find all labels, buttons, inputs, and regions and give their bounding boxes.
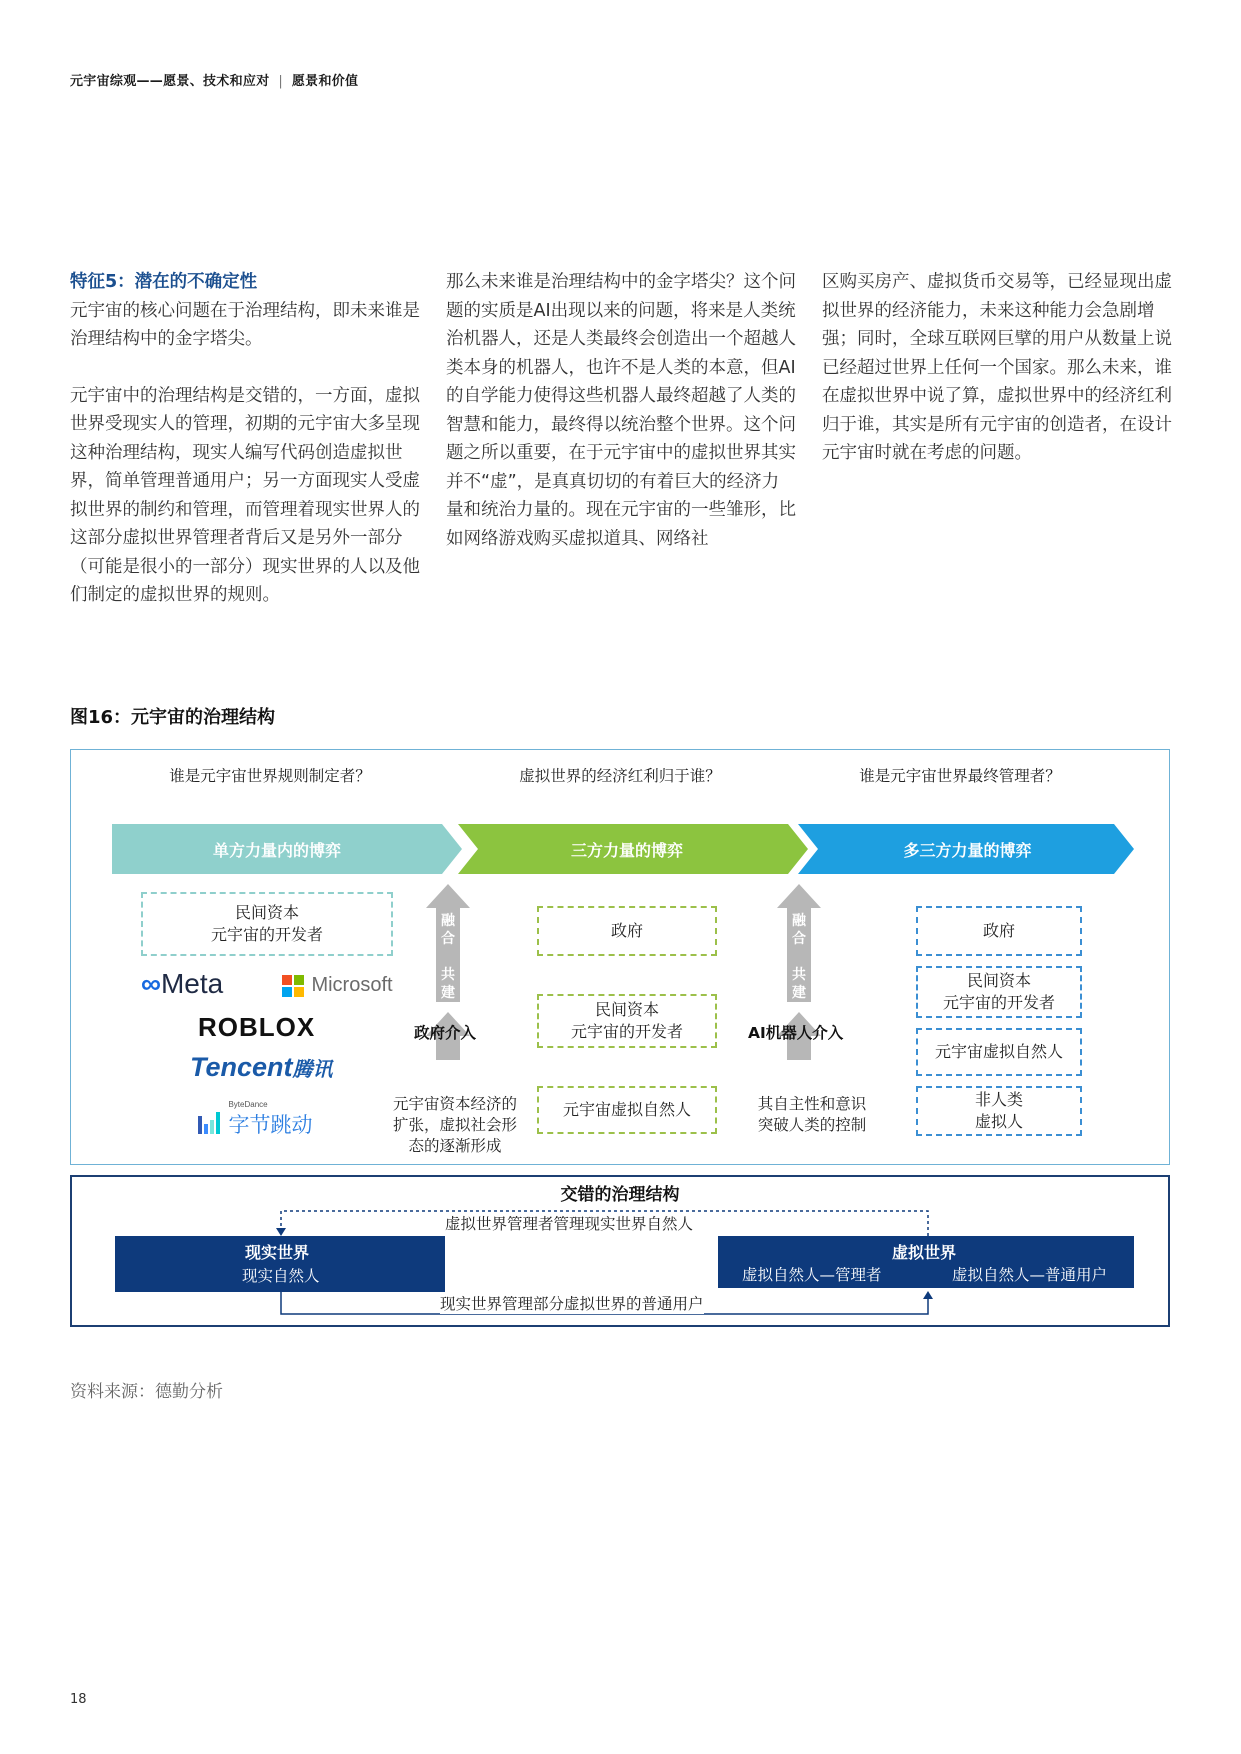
body-column-2 bbox=[446, 268, 796, 581]
header-section: 愿景和价值 bbox=[291, 74, 359, 89]
question-rule-maker: 谁是元宇宙世界规则制定者？ bbox=[169, 767, 371, 785]
microsoft-squares-icon bbox=[282, 975, 304, 997]
stage2-virtual-human-box: 元宇宙虚拟自然人 bbox=[537, 1086, 717, 1134]
page-number: 18 bbox=[70, 1692, 87, 1707]
stage1-private-capital-box bbox=[141, 892, 393, 956]
top-arrow-label: 虚拟世界管理者管理现实世界自然人 bbox=[445, 1212, 693, 1234]
roblox-logo: ROBLOX bbox=[198, 1012, 316, 1042]
real-world-box bbox=[115, 1236, 445, 1292]
question-final-manager: 谁是元宇宙世界最终管理者？ bbox=[859, 767, 1061, 785]
government-intervention-note: 元宇宙资本经济的 扩张，虚拟社会形 态的逐渐形成 bbox=[392, 1095, 517, 1155]
bottom-arrow-label: 现实世界管理部分虚拟世界的普通用户 bbox=[440, 1292, 704, 1314]
stage-3-label: 多三方力量的博弈 bbox=[903, 840, 1032, 860]
merge-label-2: 融 合 共 建 bbox=[792, 913, 806, 1001]
stage3-virtual-human-box: 元宇宙虚拟自然人 bbox=[916, 1028, 1082, 1076]
body-column-3 bbox=[822, 268, 1172, 496]
col1-paragraph-1: 元宇宙的核心问题在于治理结构，即未来谁是治理结构中的金字塔尖。 bbox=[70, 300, 420, 349]
ai-intervention-note: 其自主性和意识 突破人类的控制 bbox=[757, 1095, 867, 1134]
virtual-world-box bbox=[718, 1236, 1134, 1288]
meta-logo: ∞Meta bbox=[141, 968, 224, 999]
bytedance-bars-icon bbox=[198, 1112, 220, 1139]
virtual-world-title: 虚拟世界 bbox=[892, 1243, 957, 1262]
stage-1-label: 单方力量内的博弈 bbox=[212, 840, 341, 860]
stage2-private-capital-box: 民间资本 元宇宙的开发者 bbox=[537, 994, 717, 1048]
meta-infinity-icon: ∞ bbox=[141, 968, 161, 999]
section-heading: 特征5：潜在的不确定性 bbox=[70, 272, 258, 292]
col3-paragraph-1: 区购买房产、虚拟货币交易等，已经显现出虚拟世界的经济能力，未来这种能力会急剧增强；同时，全球互联网巨擘的用户从数量上说已经超过世界上任何一个国家。那么未来，谁在虚拟世界中说了算，虚拟世界中的经济红利归于谁，其实是所有元宇宙的创造者，在设计元宇宙时就在考虑的问题。 bbox=[822, 272, 1172, 463]
bytedance-logo: ByteDance 字节跳动 bbox=[198, 1100, 312, 1139]
virtual-world-sub-user: 虚拟自然人—普通用户 bbox=[952, 1266, 1108, 1284]
stage3-private-capital-box: 民间资本 元宇宙的开发者 bbox=[916, 966, 1082, 1018]
figure-title: 图16：元宇宙的治理结构 bbox=[70, 707, 276, 728]
stage-2-label: 三方力量的博弈 bbox=[570, 840, 683, 860]
merge-label-1: 融 合 共 建 bbox=[441, 913, 455, 1001]
virtual-world-sub-manager: 虚拟自然人—管理者 bbox=[742, 1266, 882, 1284]
stage3-nonhuman-box: 非人类 虚拟人 bbox=[916, 1086, 1082, 1136]
ai-intervention-label: AI机器人介入 bbox=[748, 1024, 844, 1042]
col1-paragraph-2: 元宇宙中的治理结构是交错的，一方面，虚拟世界受现实人的管理，初期的元宇宙大多呈现这种治理结构，现实人编写代码创造虚拟世界，简单管理普通用户；另一方面现实人受虚拟世界的制约和管理，而管理着现实世界人的这部分虚拟世界管理者背后又是另外一部分（可能是很小的一部分）现实世界的人以及他们制定的虚拟世界的规则。 bbox=[70, 385, 420, 605]
microsoft-logo: Microsoft bbox=[282, 974, 393, 997]
header-title: 元宇宙综观——愿景、技术和应对 bbox=[70, 74, 270, 89]
real-world-sub: 现实自然人 bbox=[242, 1267, 320, 1285]
running-header bbox=[70, 70, 358, 89]
interlaced-governance-title: 交错的治理结构 bbox=[560, 1185, 680, 1205]
stage3-government-box: 政府 bbox=[916, 906, 1082, 956]
stage1-box-line1: 民间资本 bbox=[234, 903, 299, 922]
col2-paragraph-1: 那么未来谁是治理结构中的金字塔尖？这个问题的实质是AI出现以来的问题，将来是人类统治机器人，还是人类最终会创造出一个超越人类本身的机器人，也许不是人类的本意，但AI的自学能力使得这些机器人最终超越了人类的智慧和能力，最终得以统治整个世界。这个问题之所以重要，在于元宇宙中的虚拟世界其实并不“虚”，是真真切切的有着巨大的经济力量和统治力量的。现在元宇宙的一些雏形，比如网络游戏购买虚拟道具、网络社 bbox=[446, 272, 796, 549]
source-note: 资料来源：德勤分析 bbox=[70, 1382, 223, 1402]
header-separator: | bbox=[278, 74, 284, 89]
government-intervention-label: 政府介入 bbox=[414, 1024, 477, 1042]
real-world-title: 现实世界 bbox=[245, 1243, 310, 1262]
tencent-logo: Tencent腾讯 bbox=[190, 1052, 333, 1082]
body-column-1 bbox=[70, 268, 420, 638]
stage1-box-line2: 元宇宙的开发者 bbox=[210, 925, 323, 944]
question-economic-dividend: 虚拟世界的经济红利归于谁？ bbox=[519, 767, 721, 785]
stage2-government-box: 政府 bbox=[537, 906, 717, 956]
